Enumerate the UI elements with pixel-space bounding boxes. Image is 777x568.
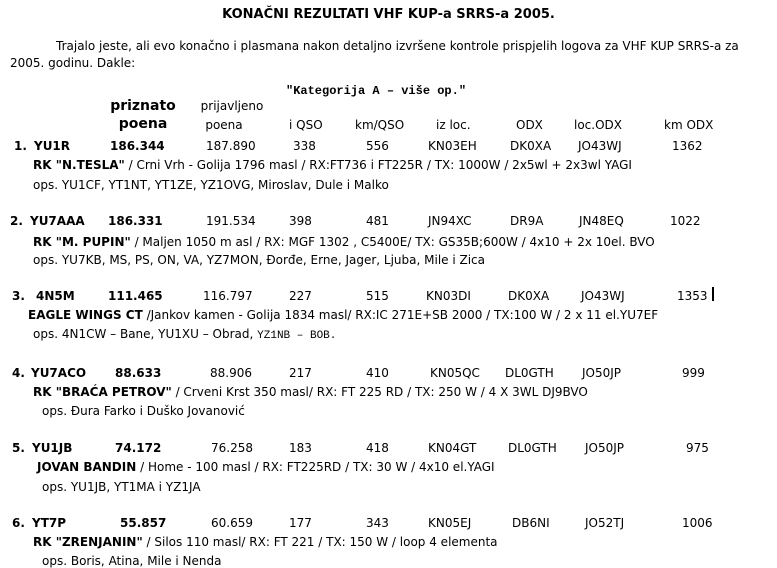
header-izloc: iz loc. — [436, 118, 471, 132]
entry-operators: ops. YU1JB, YT1MA i YZ1JA — [42, 480, 201, 494]
header-prijavljeno-line1: prijavljeno — [200, 99, 264, 113]
page-title: KONAČNI REZULTATI VHF KUP-a SRRS-a 2005. — [222, 7, 555, 22]
entry-locodx: JO52TJ — [585, 516, 625, 530]
entry-callsign: YU1JB — [32, 441, 73, 455]
entry-rank: 5. — [12, 441, 25, 455]
header-priznato-line2: poena — [118, 116, 168, 132]
entry-locodx: JO43WJ — [578, 139, 622, 153]
entry-locator: KN05EJ — [428, 516, 472, 530]
entry-station-info — [33, 158, 632, 172]
entry-station-info — [33, 535, 498, 549]
entry-kmodx: 975 — [686, 441, 709, 455]
entry-info: / Crveni Krst 350 masl/ RX: FT 225 RD / TX: 250 W / 4 X 3WL DJ9BVO — [171, 385, 588, 399]
entry-kmqso: 481 — [366, 214, 389, 228]
entry-locator: JN94XC — [428, 214, 472, 228]
entry-club: RK "M. PUPIN" — [33, 235, 131, 249]
entry-qso: 338 — [293, 139, 316, 153]
entry-kmqso: 343 — [366, 516, 389, 530]
entry-qso: 227 — [289, 289, 312, 303]
entry-club: RK "N.TESLA" — [33, 158, 125, 172]
entry-odx: DL0GTH — [505, 366, 554, 380]
entry-kmqso: 556 — [366, 139, 389, 153]
entry-station-info — [28, 308, 658, 322]
entry-locodx: JO43WJ — [581, 289, 625, 303]
entry-rank: 1. — [14, 139, 27, 153]
header-iqso: i QSO — [289, 118, 323, 132]
entry-club: RK "ZRENJANIN" — [33, 535, 143, 549]
entry-prijavljeno: 187.890 — [206, 139, 256, 153]
entry-operators: ops. YU7KB, MS, PS, ON, VA, YZ7MON, Đorđe, Erne, Jager, Ljuba, Mile i Zica — [33, 253, 485, 267]
entry-prijavljeno: 191.534 — [206, 214, 256, 228]
entry-callsign: YU7AAA — [30, 214, 85, 228]
entry-callsign: 4N5M — [36, 289, 75, 303]
entry-odx: DL0GTH — [508, 441, 557, 455]
entry-odx: DB6NI — [512, 516, 550, 530]
entry-prijavljeno: 76.258 — [211, 441, 253, 455]
entry-operators: ops. Đura Farko i Duško Jovanović — [42, 404, 245, 418]
entry-info: / Silos 110 masl/ RX: FT 221 / TX: 150 W / loop 4 elementa — [142, 535, 498, 549]
entry-kmqso: 515 — [366, 289, 389, 303]
entry-rank: 2. — [10, 214, 23, 228]
entry-locator: KN03EH — [428, 139, 477, 153]
entry-info: / Maljen 1050 m asl / RX: MGF 1302 , C5400E/ TX: GS35B;600W / 4x10 + 2x 10el. BVO — [130, 235, 655, 249]
entry-rank: 6. — [12, 516, 25, 530]
entry-kmodx: 1362 — [672, 139, 703, 153]
entry-priznato: 186.344 — [110, 139, 165, 153]
entry-locator: KN03DI — [426, 289, 471, 303]
entry-station-info — [33, 235, 655, 249]
intro-paragraph: Trajalo jeste, ali evo konačno i plasmana nakon detaljno izvršene kontrole prispjelih logova za VHF KUP SRRS-a za 2005. godinu. Dakle: — [10, 39, 739, 70]
header-kmqso: km/QSO — [355, 118, 405, 132]
category-heading: "Kategorija A – više op." — [286, 84, 467, 98]
entry-operators-tail: YZ1NB – BOB. — [257, 330, 337, 342]
entry-club: JOVAN BANDIN — [37, 460, 137, 474]
entry-rank: 3. — [12, 289, 25, 303]
entry-priznato: 55.857 — [120, 516, 167, 530]
entry-locator: KN04GT — [428, 441, 477, 455]
entry-kmqso: 410 — [366, 366, 389, 380]
header-odx: ODX — [516, 118, 543, 132]
entry-callsign: YU1R — [34, 139, 71, 153]
entry-priznato: 111.465 — [108, 289, 163, 303]
entry-prijavljeno: 60.659 — [211, 516, 253, 530]
entry-kmodx: 1006 — [682, 516, 713, 530]
header-kmodx: km ODX — [664, 118, 714, 132]
entry-callsign: YU7ACO — [31, 366, 87, 380]
entry-priznato: 88.633 — [115, 366, 162, 380]
entry-priznato: 186.331 — [108, 214, 163, 228]
entry-qso: 183 — [289, 441, 312, 455]
entry-locodx: JO50JP — [585, 441, 625, 455]
entry-kmodx: 1022 — [670, 214, 701, 228]
entry-locodx: JO50JP — [582, 366, 622, 380]
entry-locodx: JN48EQ — [579, 214, 624, 228]
entry-station-info — [33, 385, 588, 399]
entry-operators-main: ops. 4N1CW – Bane, YU1XU – Obrad, — [33, 327, 254, 341]
entry-operators — [33, 327, 336, 342]
entry-qso: 398 — [289, 214, 312, 228]
entry-odx: DR9A — [510, 214, 544, 228]
entry-odx: DK0XA — [508, 289, 550, 303]
header-prijavljeno-line2: poena — [205, 118, 243, 132]
entry-callsign: YT7P — [32, 516, 67, 530]
text-cursor — [712, 287, 714, 301]
header-priznato-line1: priznato — [110, 98, 176, 114]
entry-qso: 217 — [289, 366, 312, 380]
entry-operators: ops. Boris, Atina, Mile i Nenda — [42, 554, 222, 568]
entry-prijavljeno: 88.906 — [210, 366, 252, 380]
entry-qso: 177 — [289, 516, 312, 530]
entry-club: RK "BRAĆA PETROV" — [33, 385, 172, 399]
entry-odx: DK0XA — [510, 139, 552, 153]
entry-priznato: 74.172 — [115, 441, 162, 455]
entry-operators: ops. YU1CF, YT1NT, YT1ZE, YZ1OVG, Miroslav, Dule i Malko — [33, 178, 389, 192]
entry-club: EAGLE WINGS CT — [28, 308, 143, 322]
entry-info: /Jankov kamen - Golija 1834 masl/ RX:IC 271E+SB 2000 / TX:100 W / 2 x 11 el.YU7EF — [142, 308, 659, 322]
header-locodx: loc.ODX — [574, 118, 622, 132]
entry-kmodx: 999 — [682, 366, 705, 380]
entry-kmodx: 1353 — [677, 289, 708, 303]
entry-station-info — [37, 460, 495, 474]
entry-locator: KN05QC — [430, 366, 480, 380]
entry-kmqso: 418 — [366, 441, 389, 455]
entry-rank: 4. — [12, 366, 25, 380]
entry-prijavljeno: 116.797 — [203, 289, 253, 303]
entry-info: / Crni Vrh - Golija 1796 masl / RX:FT736 i FT225R / TX: 1000W / 2x5wl + 2x3wl YAGI — [124, 158, 632, 172]
entry-info: / Home - 100 masl / RX: FT225RD / TX: 30 W / 4x10 el.YAGI — [136, 460, 495, 474]
